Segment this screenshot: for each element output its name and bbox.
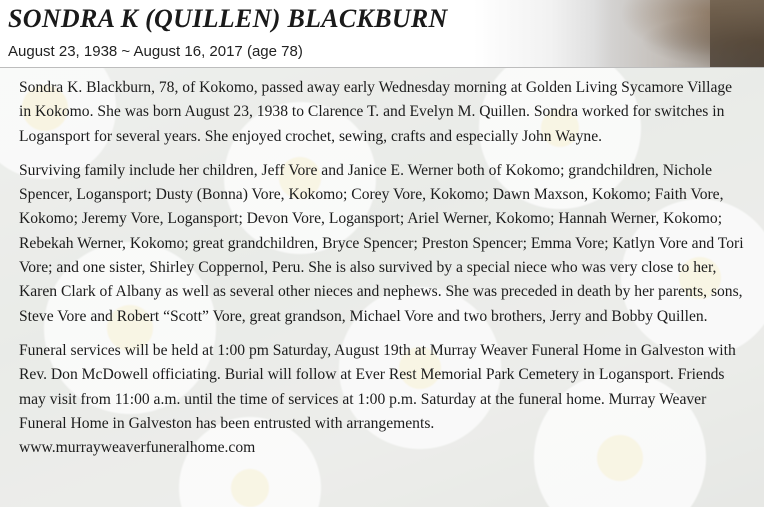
daisy-background [0,68,764,507]
portrait-photo-fragment [594,0,764,68]
services-text: Funeral services will be held at 1:00 pm Saturday, August 19th at Murray Weaver Funeral Home in Galveston with Rev. Don McDowell officiating. Burial will follow at Ever Rest Memorial Park Cemetery in Logansport. Friends may visit from 11:00 a.m. until the time of services at 1:00 p.m. Saturday at the funeral home. Murray Weaver Funeral Home in Galveston has been entrusted with arrangements. [19,341,736,432]
paragraph-biography: Sondra K. Blackburn, 78, of Kokomo, passed away early Wednesday morning at Golden Living Sycamore Village in Kokomo. She was born August 23, 1938 to Clarence T. and Evelyn M. Quillen. Sondra worked for switches in Logansport for several years. She enjoyed crochet, sewing, crafts and especially John Wayne. [19,79,733,145]
obituary-text [19,76,744,470]
paragraph-survivors: Surviving family include her children, Jeff Vore and Janice E. Werner both of Kokomo; grandchildren, Nichole Spencer, Logansport; Dusty (Bonna) Vore, Kokomo; Corey Vore, Kokomo; Dawn Maxson, Kokomo; Faith Vore, Kokomo; Jeremy Vore, Logansport; Devon Vore, Logansport; Ariel Werner, Kokomo; Hannah Werner, Kokomo; Rebekah Werner, Kokomo; great grandchildren, Bryce Spencer; Preston Spencer; Emma Vore; Katlyn Vore and Tori Vore; and one sister, Shirley Coppernol, Peru. She is also survived by a special niece who was very close to her, Karen Clark of Albany as well as several other nieces and nephews. She was preceded in death by her parents, sons, Steve Vore and Robert “Scott” Vore, great grandson, Michael Vore and two brothers, Jerry and Bobby Quillen. [19,161,744,325]
funeral-home-website-link[interactable]: www.murrayweaverfuneralhome.com [19,439,256,457]
life-dates: August 23, 1938 ~ August 16, 2017 (age 78) [8,43,303,60]
obituary-header [0,0,764,68]
paragraph-services [19,339,744,460]
obituary-title: SONDRA K (QUILLEN) BLACKBURN [8,4,448,33]
